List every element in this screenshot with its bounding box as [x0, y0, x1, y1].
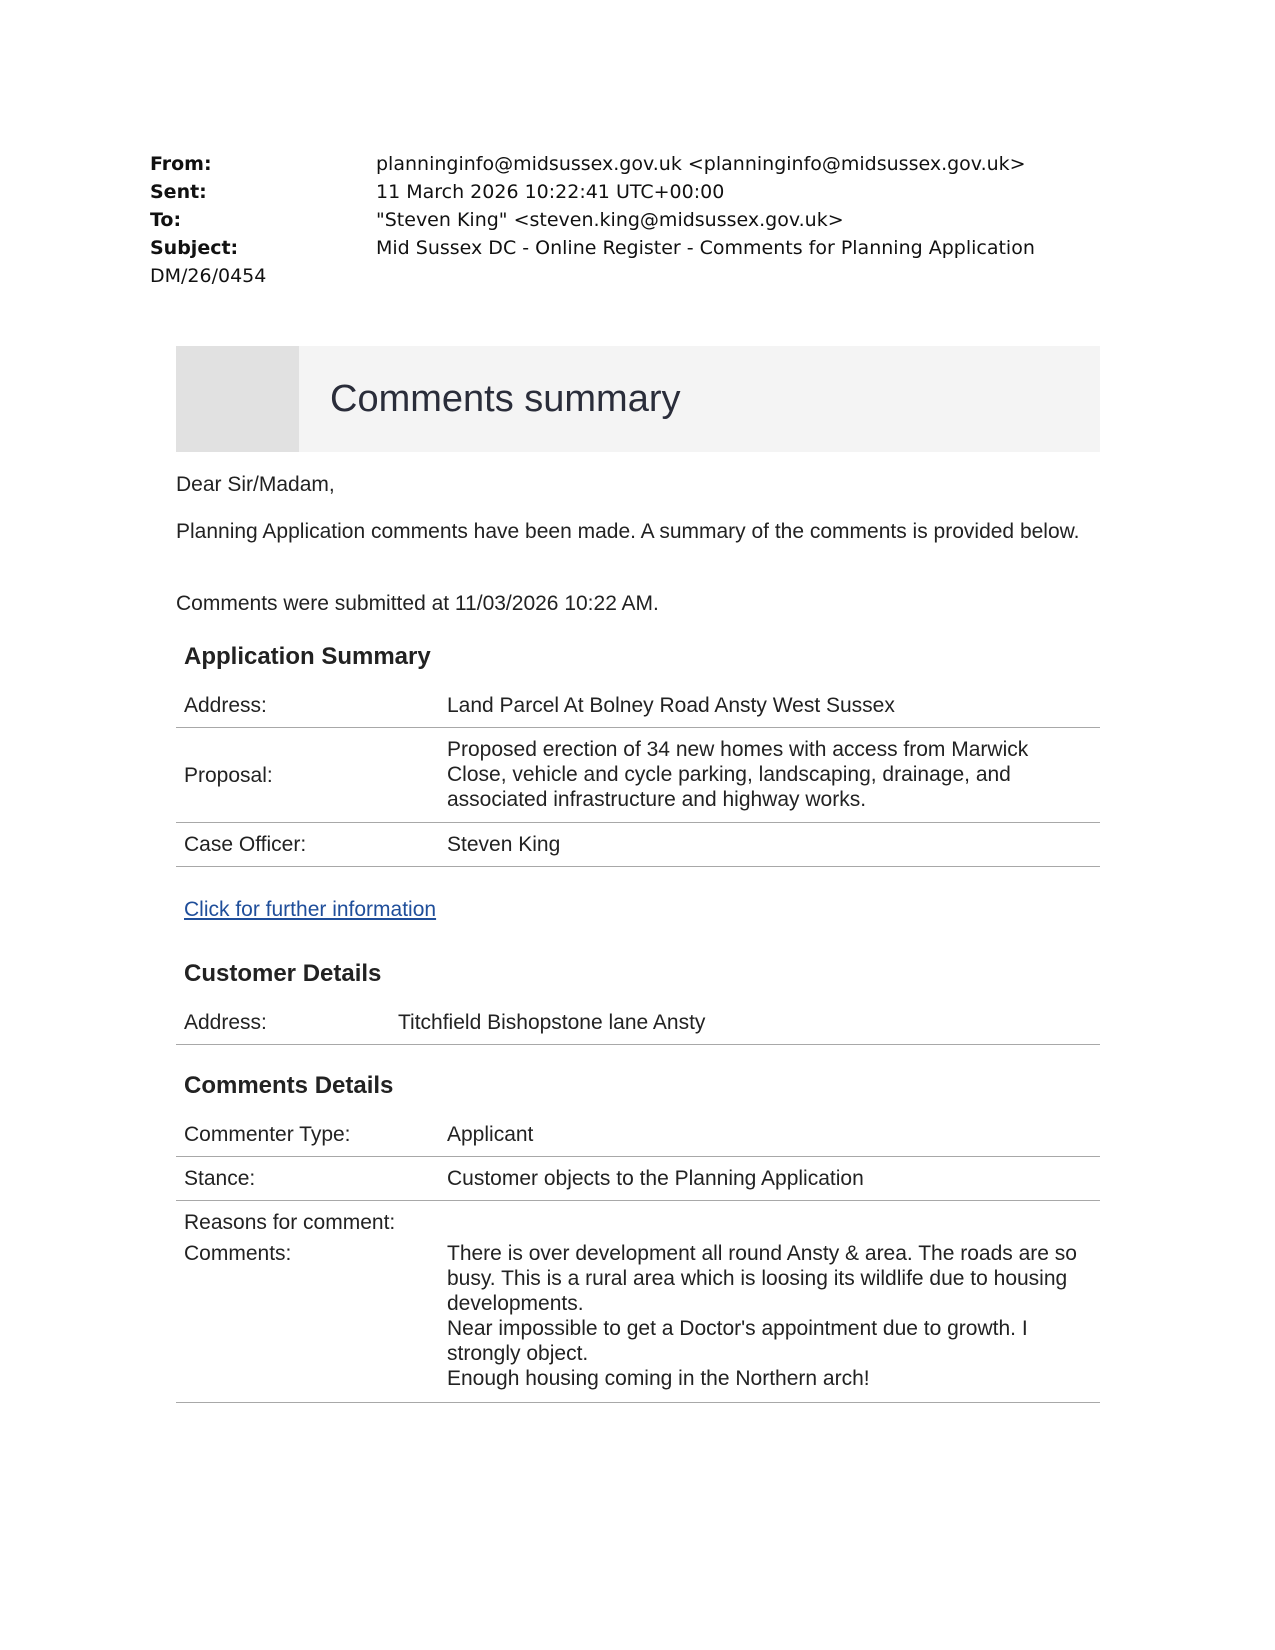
table-row — [176, 823, 1100, 867]
customer-details-table — [176, 1001, 1100, 1045]
sent-row — [150, 178, 1150, 206]
table-row — [176, 1157, 1100, 1201]
greeting: Dear Sir/Madam, — [176, 473, 335, 496]
subject-label: Subject: — [150, 237, 239, 259]
table-row — [176, 1201, 1100, 1241]
table-row — [176, 1241, 1100, 1403]
customer-address-label: Address: — [184, 1011, 267, 1034]
comments-value — [447, 1241, 1087, 1391]
application-summary-title: Application Summary — [184, 643, 431, 670]
proposal-label: Proposal: — [184, 764, 273, 787]
stance-value: Customer objects to the Planning Application — [447, 1167, 864, 1190]
address-value: Land Parcel At Bolney Road Ansty West Sussex — [447, 694, 895, 717]
intro-line-1: Planning Application comments have been made. A summary of the comments is provided below. — [176, 520, 1080, 543]
reasons-label: Reasons for comment: — [184, 1211, 396, 1234]
subject-value: Mid Sussex DC - Online Register - Comments for Planning Application — [376, 237, 1035, 259]
to-label: To: — [150, 209, 182, 231]
banner-title: Comments summary — [330, 378, 681, 420]
address-label: Address: — [184, 694, 267, 717]
comments-label: Comments: — [184, 1242, 292, 1265]
table-row — [176, 1113, 1100, 1157]
sent-label: Sent: — [150, 181, 207, 203]
stance-label: Stance: — [184, 1167, 256, 1190]
to-row — [150, 206, 1150, 234]
intro-line-2: Comments were submitted at 11/03/2026 10:22 AM. — [176, 592, 659, 615]
customer-address-value: Titchfield Bishopstone lane Ansty — [398, 1011, 706, 1034]
comments-details-table — [176, 1113, 1100, 1403]
email-header — [150, 150, 1150, 290]
comments-details-title: Comments Details — [184, 1072, 394, 1099]
comments-summary-banner — [176, 346, 1100, 452]
from-label: From: — [150, 153, 212, 175]
case-officer-value: Steven King — [447, 833, 561, 856]
comments-line-1: There is over development all round Ansty & area. The roads are so busy. This is a rural area which is loosing its wildlife due to housing developments. — [447, 1242, 1077, 1315]
table-row — [176, 684, 1100, 728]
banner-side-block — [176, 346, 299, 452]
subject-continuation: DM/26/0454 — [150, 265, 267, 287]
customer-details-title: Customer Details — [184, 960, 382, 987]
subject-row — [150, 234, 1150, 262]
to-value: "Steven King" <steven.king@midsussex.gov.uk> — [376, 209, 844, 231]
case-officer-label: Case Officer: — [184, 833, 307, 856]
table-row — [176, 728, 1100, 823]
table-row — [176, 1001, 1100, 1045]
comments-line-3: Enough housing coming in the Northern arch! — [447, 1367, 870, 1390]
proposal-value: Proposed erection of 34 new homes with access from Marwick Close, vehicle and cycle parking, landscaping, drainage, and associated infrastructure and highway works. — [447, 738, 1029, 811]
sent-value: 11 March 2026 10:22:41 UTC+00:00 — [376, 181, 725, 203]
from-value: planninginfo@midsussex.gov.uk <planninginfo@midsussex.gov.uk> — [376, 153, 1026, 175]
application-summary-table — [176, 684, 1100, 867]
commenter-type-label: Commenter Type: — [184, 1123, 351, 1146]
from-row — [150, 150, 1150, 178]
further-information-link[interactable]: Click for further information — [184, 898, 437, 921]
comments-line-2: Near impossible to get a Doctor's appointment due to growth. I strongly object. — [447, 1317, 1028, 1365]
commenter-type-value: Applicant — [447, 1123, 534, 1146]
